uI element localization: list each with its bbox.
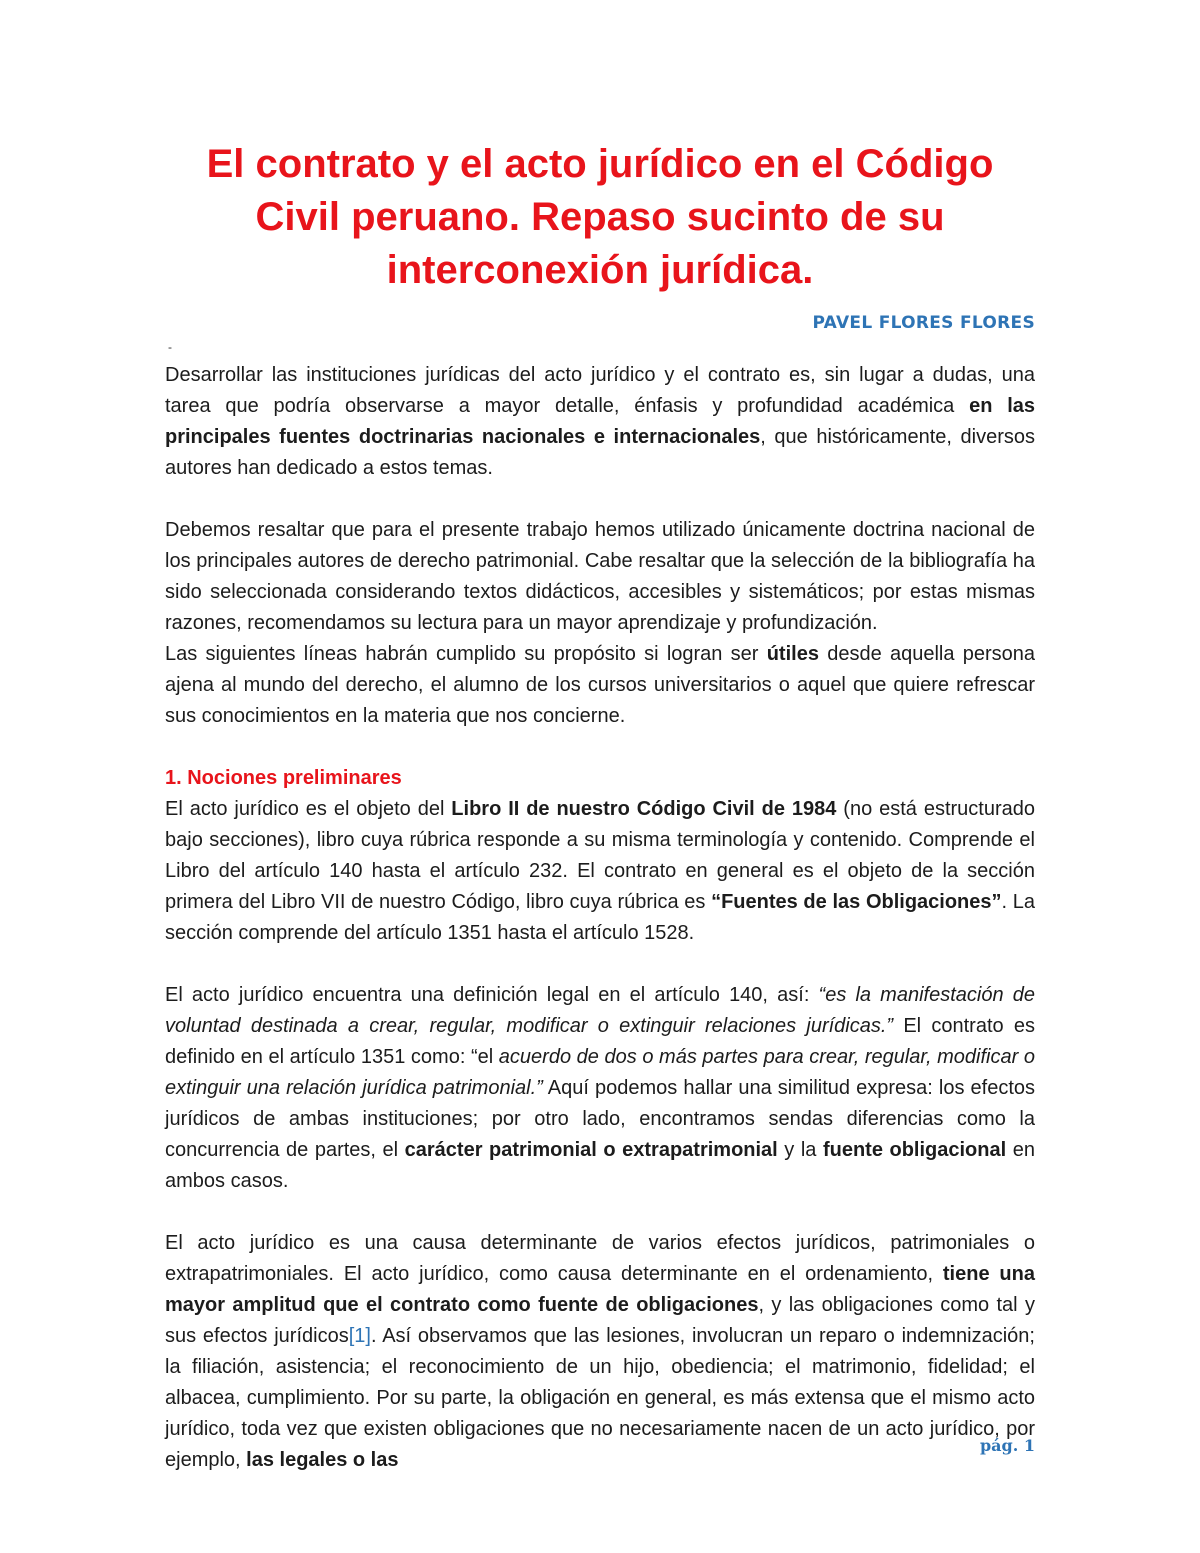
text-run: El acto jurídico es el objeto del: [165, 798, 452, 820]
paragraph-purpose: [165, 639, 1035, 732]
text-run: , que históricamente, diversos autores han dedicado a estos temas.: [165, 426, 1035, 479]
bold-text: útiles: [766, 643, 819, 665]
author-name: PAVEL FLORES FLORES: [812, 313, 1035, 333]
document-body: [165, 360, 1035, 1476]
text-run: “el: [470, 1046, 494, 1068]
text-run: . La sección comprende del artículo 1351 hasta el artículo 1528.: [165, 891, 1036, 944]
italic-quote: “es la manifestación de voluntad destinada a crear, regular, modificar o extinguir relaciones jurídicas.”: [165, 984, 1035, 1037]
paragraph-intro: [165, 360, 1035, 484]
text-run: Desarrollar las instituciones jurídicas del acto jurídico y el contrato es, sin lugar a dudas, una tarea que podría observarse a mayor detalle, énfasis y profundidad académica: [165, 364, 1035, 417]
bold-text: “Fuentes de las Obligaciones”: [711, 891, 1002, 913]
bold-text: las legales o las: [246, 1449, 399, 1471]
footnote-link[interactable]: [1]: [348, 1325, 371, 1347]
text-run: El acto jurídico encuentra una definición legal en el artículo 140, así:: [165, 984, 819, 1006]
paragraph-causa: [165, 1228, 1035, 1476]
text-run: Aquí podemos hallar una similitud expresa: los efectos jurídicos de ambas instituciones; por otro lado, encontramos sendas diferencias como la concurrencia de partes, el: [165, 1077, 1035, 1161]
text-run: Las siguientes líneas habrán cumplido su propósito si logran ser: [165, 643, 767, 665]
bold-text: en las principales fuentes doctrinarias nacionales e internacionales: [165, 395, 1035, 448]
bold-text: tiene una mayor amplitud que el contrato como fuente de obligaciones: [165, 1263, 1035, 1316]
page-number: pág. 1: [979, 1436, 1035, 1455]
paragraph-doctrine: Debemos resaltar que para el presente trabajo hemos utilizado únicamente doctrina nacional de los principales autores de derecho patrimonial. Cabe resaltar que la selección de la bibliografía ha sido seleccionada considerando textos didácticos, accesibles y sistemáticos; por estas mismas razones, recomendamos su lectura para un mayor aprendizaje y profundización.: [165, 519, 1035, 634]
bold-text: fuente obligacional: [822, 1139, 1007, 1161]
dash-marker: -: [168, 340, 172, 354]
section-heading: 1. Nociones preliminares: [165, 767, 402, 789]
bold-text: Libro II de nuestro Código Civil de 1984: [451, 798, 837, 820]
bold-text: carácter patrimonial o extrapatrimonial: [404, 1139, 778, 1161]
text-run: El contrato es definido en el artículo 1351 como:: [165, 1015, 1035, 1068]
text-run: en ambos casos.: [165, 1139, 1035, 1192]
document-title: El contrato y el acto jurídico en el Código Civil peruano. Repaso sucinto de su interconexión jurídica.: [206, 142, 994, 292]
text-run: (no está estructurado bajo secciones), libro cuya rúbrica responde a su misma terminología y contenido. Comprende el Libro del artículo 140 hasta el artículo 232. El contrato en general es el objeto de la sección primera del Libro VII de nuestro Código, libro cuya rúbrica es: [165, 798, 1035, 913]
italic-quote: acuerdo de dos o más partes para crear, regular, modificar o extinguir una relación jurídica patrimonial.”: [165, 1046, 1035, 1099]
text-run: desde aquella persona ajena al mundo del derecho, el alumno de los cursos universitarios o aquel que quiere refrescar sus conocimientos en la materia que nos concierne.: [165, 643, 1035, 727]
text-run: El acto jurídico es una causa determinante de varios efectos jurídicos, patrimoniales o extrapatrimoniales. El acto jurídico, como causa determinante en el ordenamiento,: [165, 1232, 1035, 1285]
paragraph-libro: [165, 794, 1035, 949]
text-run: , y las obligaciones como tal y sus efectos jurídicos: [165, 1294, 1035, 1347]
text-run: . Así observamos que las lesiones, involucran un reparo o indemnización; la filiación, asistencia; el reconocimiento de un hijo, obediencia; el matrimonio, fidelidad; el albacea, cumplimiento. Por su parte, la obligación en general, es más extensa que el mismo acto jurídico, toda vez que existen obligaciones que no necesariamente nacen de un acto jurídico, por ejemplo,: [165, 1325, 1035, 1471]
text-run: y la: [777, 1139, 823, 1161]
paragraph-definitions: [165, 980, 1035, 1197]
